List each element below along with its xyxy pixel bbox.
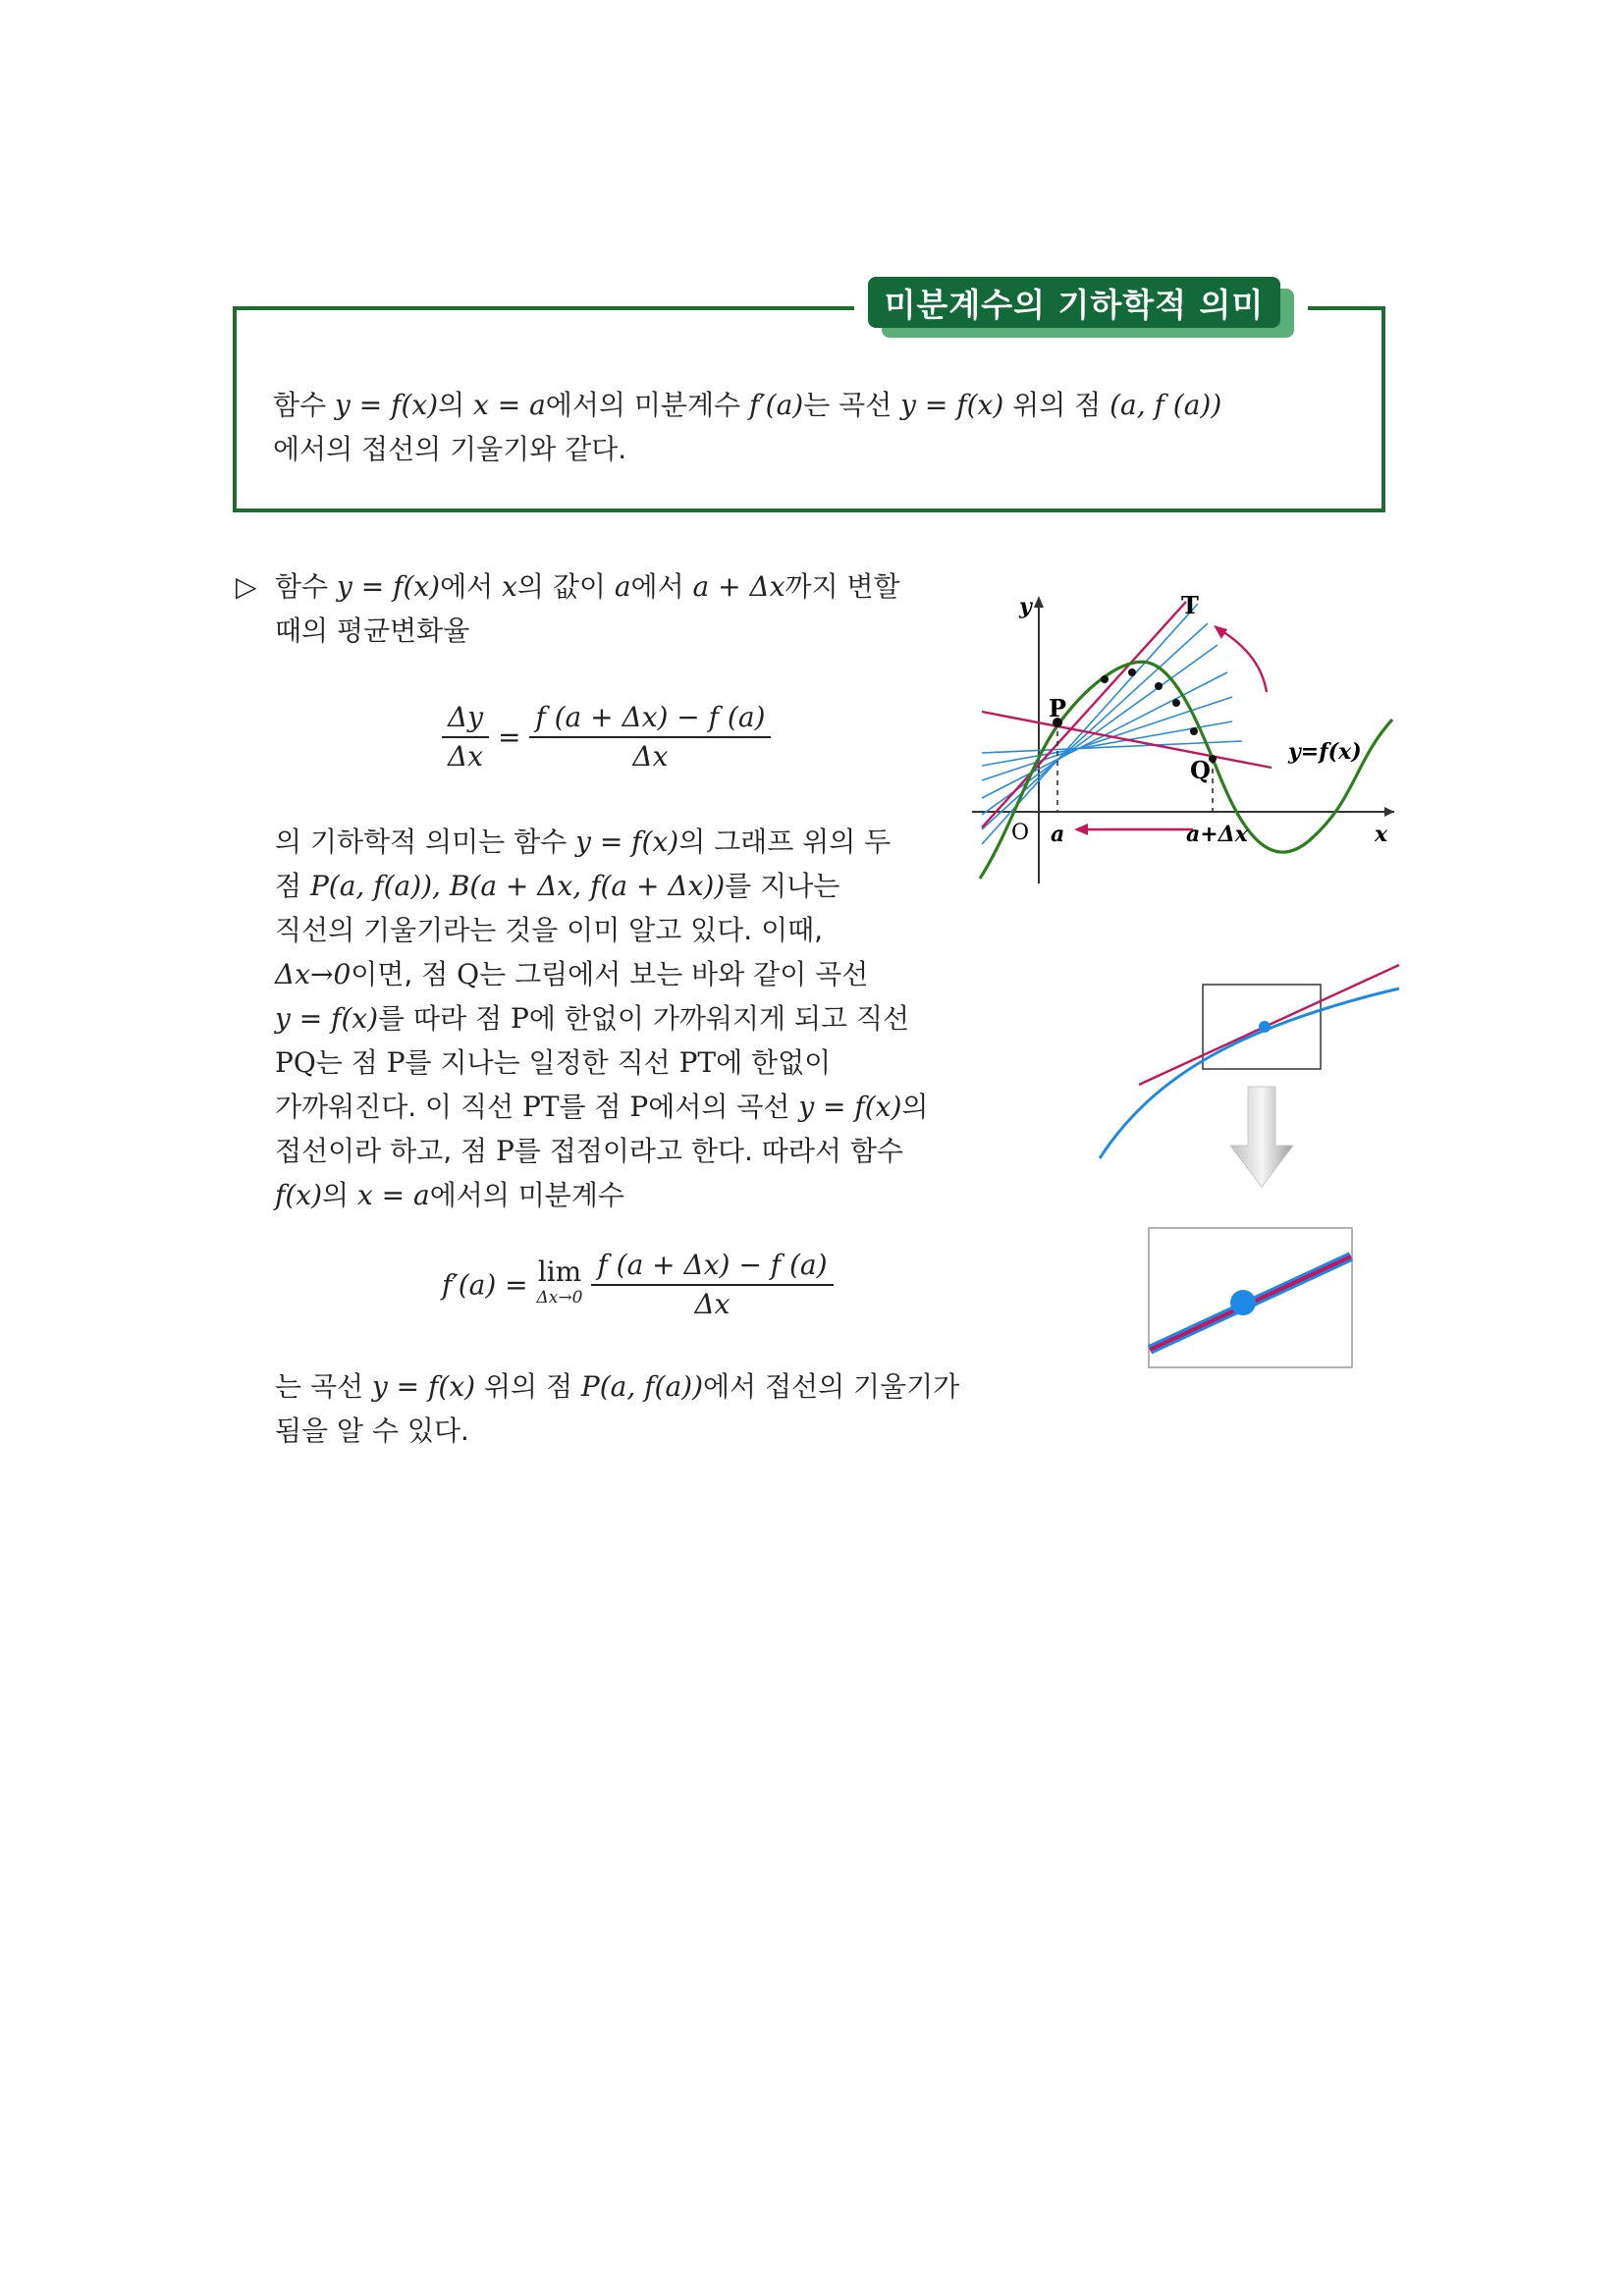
definition-title: 미분계수의 기하학적 의미 <box>868 277 1280 328</box>
rotation-arrowhead-icon <box>1214 625 1227 639</box>
body-p3-line-2: 됨을 알 수 있다. <box>275 1415 469 1447</box>
definition-line-2: 에서의 접선의 기울기와 같다. <box>273 433 627 465</box>
body-p1-line-2: 때의 평균변화율 <box>275 614 470 647</box>
rotation-arrow-icon <box>1218 628 1267 692</box>
t-label: T <box>1181 591 1199 619</box>
curve-label: y=f(x) <box>1288 739 1362 765</box>
body-p2-line-1: 의 기하학적 의미는 함수 y = f(x)의 그래프 위의 두 <box>275 826 892 858</box>
q-label: Q <box>1190 756 1211 784</box>
origin-label: O <box>1011 821 1030 845</box>
body-p1-line-1: 함수 y = f(x)에서 x의 값이 a에서 a + Δx까지 변할 <box>275 570 900 603</box>
eq1-rhs-fraction: $\frac{f (a + \Delta x) - f (a)}{\Delta x}$ <box>529 699 771 775</box>
down-arrow-icon <box>1222 1085 1301 1193</box>
approach-arrowhead-icon <box>1074 824 1088 835</box>
eq1-lhs-fraction: $\frac{\Delta y}{\Delta x}$ <box>442 699 489 775</box>
a-dx-label: a+Δx <box>1186 822 1248 847</box>
body-p3-line-1: 는 곡선 y = f(x) 위의 점 P(a, f(a))에서 접선의 기울기가 <box>275 1370 960 1403</box>
body-p2-line-6: PQ는 점 P를 지나는 일정한 직선 PT에 한없이 <box>275 1046 832 1079</box>
body-p2-line-9: f(x)의 x = a에서의 미분계수 <box>275 1179 624 1211</box>
secant-line-pq <box>982 712 1272 768</box>
x-axis-label: x <box>1375 822 1388 847</box>
body-p2-line-7: 가까워진다. 이 직선 PT를 점 P에서의 곡선 y = f(x)의 <box>275 1091 929 1123</box>
eq2-fraction: $\frac{f (a + \Delta x) - f (a)}{\Delta x}$ <box>591 1247 833 1323</box>
body-p2-line-3: 직선의 기울기라는 것을 이미 알고 있다. 이때, <box>275 914 824 946</box>
zoom2-point <box>1230 1290 1256 1315</box>
eq2-limit: lim Δx→0 <box>536 1255 583 1308</box>
secant-lines <box>982 604 1242 844</box>
a-label: a <box>1051 822 1065 847</box>
y-axis-label: y <box>1019 594 1032 619</box>
tangent-line-pt <box>982 602 1186 828</box>
body-p2-line-8: 접선이라 하고, 점 P를 접점이라고 한다. 따라서 함수 <box>275 1135 903 1167</box>
definition-line-1: 함수 y = f(x)의 x = a에서의 미분계수 f′(a)는 곡선 y = f(x) 위의 점 (a, f (a)) <box>273 389 1222 421</box>
body-p2-line-5: y = f(x)를 따라 점 P에 한없이 가까워지게 되고 직선 <box>275 1002 910 1035</box>
y-axis-arrow-icon <box>1034 596 1044 608</box>
body-p2-line-2: 점 P(a, f(a)), B(a + Δx, f(a + Δx))를 지나는 <box>275 870 840 902</box>
equation-derivative: f′(a) = lim Δx→0 $\frac{f (a + \Delta x) - f (a)}{\Delta x}$ <box>442 1247 834 1323</box>
p-label: P <box>1049 694 1067 722</box>
equation-average-rate: $\frac{\Delta y}{\Delta x}$ = $\frac{f (a + \Delta x) - f (a)}{\Delta x}$ <box>442 699 771 775</box>
secant-tangent-figure <box>972 584 1404 888</box>
bullet-icon: ▷ <box>236 570 257 603</box>
x-axis-arrow-icon <box>1384 807 1394 817</box>
body-p2-line-4: Δx→0이면, 점 Q는 그림에서 보는 바와 같이 곡선 <box>275 958 869 990</box>
zoom-point <box>1259 1021 1271 1033</box>
zoom-figure-bottom <box>1148 1227 1354 1369</box>
